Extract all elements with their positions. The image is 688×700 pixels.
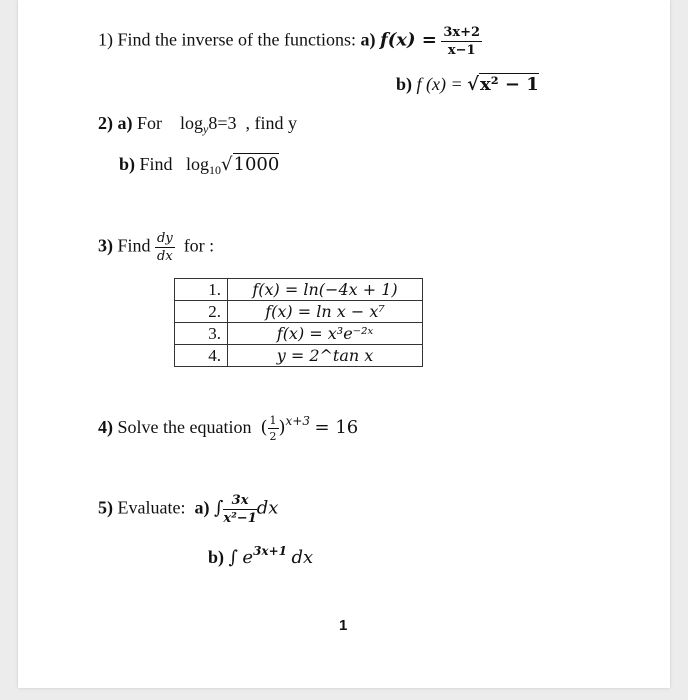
question-1	[98, 26, 482, 57]
question-1b: b) f (x) = √x² − 1	[396, 74, 539, 95]
table-row	[175, 279, 423, 301]
q2-part-a-eq: 8=3	[208, 113, 237, 133]
question-3	[98, 232, 214, 263]
q2-log-base-y: y	[203, 122, 209, 136]
q1-part-b-radicand: x² − 1	[479, 74, 539, 95]
row-number: 2.	[175, 301, 228, 323]
q2-log-prefix: log	[180, 113, 204, 133]
q3-label: 3)	[98, 235, 113, 256]
q1-part-a-lhs: f(x) =	[379, 29, 437, 51]
q2-part-a-tail: , find y	[245, 113, 298, 133]
q5-part-a-fraction	[223, 494, 256, 525]
q1-part-a-label: a)	[360, 29, 376, 50]
question-2a	[98, 113, 297, 137]
row-number: 3.	[175, 323, 228, 345]
q3-for: for :	[183, 235, 215, 256]
integral-sign-icon: ∫	[228, 547, 238, 568]
q5-label: 5)	[98, 497, 113, 518]
row-function: f(x) = x³e⁻²ˣ	[228, 323, 423, 345]
q2-part-a-for: For	[137, 113, 163, 133]
q4-rhs: = 16	[314, 417, 359, 438]
q1-part-a-numerator: 3x+2	[443, 25, 481, 40]
q2-log-prefix-b: log	[186, 154, 210, 174]
q2-part-b-label: b)	[119, 154, 136, 174]
q4-base-fraction	[268, 415, 279, 442]
q5-part-a-label: a)	[194, 497, 210, 518]
q5-b-dx: dx	[291, 547, 314, 568]
q5-text: Evaluate:	[117, 497, 186, 518]
q1-part-b-lhs: f (x) =	[416, 74, 468, 94]
question-4: 4) Solve the equation ( $\frac{1}{2}$ )$^{x+3}$ = 16	[98, 414, 359, 444]
q2-part-b-find: Find	[139, 154, 173, 174]
derivative-table	[174, 278, 423, 367]
q5-b-base: e	[242, 547, 254, 568]
worksheet-page	[18, 0, 670, 688]
q5-part-b-label: b)	[208, 547, 225, 567]
table-row	[175, 323, 423, 345]
row-number: 4.	[175, 345, 228, 367]
question-2b: b) Find $\log_{10}√1000$	[119, 154, 280, 177]
integral-sign-icon: ∫	[213, 497, 224, 519]
q3-find: Find	[117, 235, 151, 256]
q4-base-num: 1	[269, 414, 277, 428]
question-5b	[208, 544, 313, 568]
question-5a	[98, 494, 278, 525]
q4-exponent: x+3	[285, 414, 311, 428]
q4-text: Solve the equation	[117, 417, 252, 437]
q3-dx: dx	[157, 249, 173, 264]
q2-part-a-label: a)	[117, 113, 133, 133]
q3-derivative-fraction	[155, 232, 175, 263]
row-function: y = 2^tan x	[228, 345, 423, 367]
q4-base-den: 2	[269, 430, 277, 444]
row-function: f(x) = ln(−4x + 1)	[228, 279, 423, 301]
q1-label: 1) Find the inverse of the functions:	[98, 29, 356, 50]
q1-part-b-label: b)	[396, 74, 413, 94]
q1-part-a-fraction	[441, 26, 482, 57]
row-number: 1.	[175, 279, 228, 301]
q3-dy: dy	[157, 231, 173, 246]
q2-label: 2)	[98, 113, 113, 133]
q5-b-exponent: 3x+1	[253, 544, 287, 558]
q2-radicand: 1000	[233, 154, 280, 175]
table-row	[175, 345, 423, 367]
q1-part-a-denominator: x−1	[447, 43, 476, 58]
q5-a-denominator: x²−1	[223, 511, 257, 526]
page-number: 1	[339, 617, 348, 634]
q5-a-dx: dx	[256, 497, 279, 519]
q4-label: 4)	[98, 417, 113, 437]
row-function: f(x) = ln x − x⁷	[228, 301, 423, 323]
q2-log-base-10: 10	[209, 163, 222, 177]
table-row	[175, 301, 423, 323]
q5-a-numerator: 3x	[223, 494, 256, 510]
